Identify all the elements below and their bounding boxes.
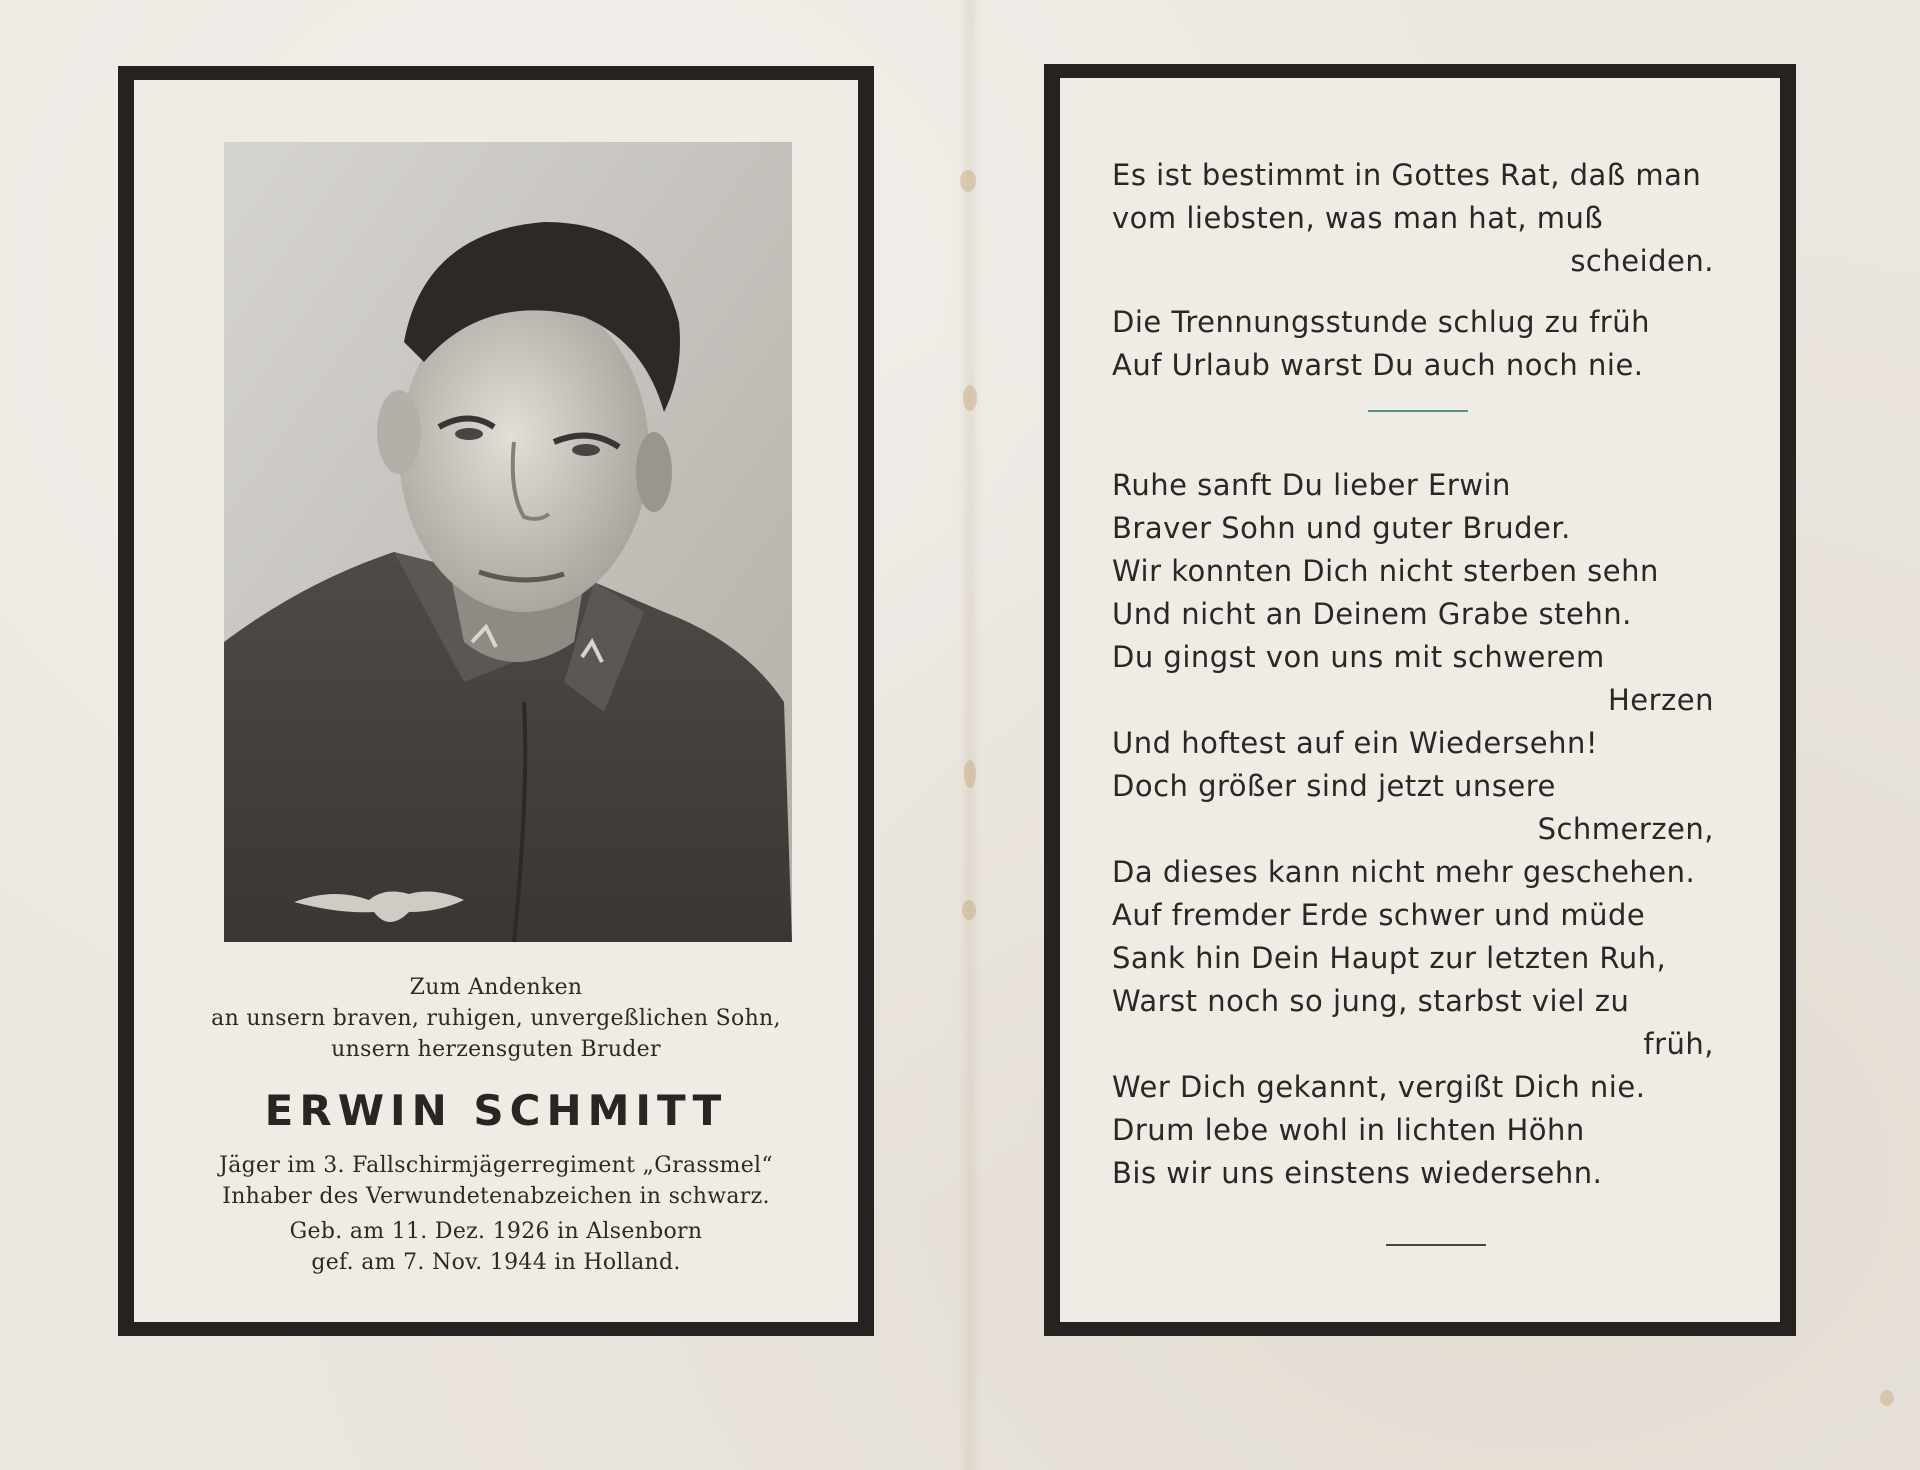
age-spot	[962, 900, 976, 920]
verse-1	[1112, 154, 1744, 387]
dedication-line-2: an unsern braven, ruhigen, unvergeßlichen Sohn,	[211, 1006, 781, 1031]
verse-line: Herzen	[1607, 683, 1714, 717]
verse-line: Schmerzen,	[1537, 812, 1714, 846]
verse-line: scheiden.	[1570, 244, 1714, 278]
closing-divider	[1386, 1244, 1486, 1246]
verse-line: Warst noch so jung, starbst viel zu	[1112, 984, 1630, 1018]
verse-line: Es ist bestimmt in Gottes Rat, daß man	[1112, 158, 1702, 192]
portrait-photo	[224, 142, 792, 942]
deceased-name: ERWIN SCHMITT	[264, 1086, 728, 1135]
rank-info	[134, 1150, 858, 1212]
verse-line: Und nicht an Deinem Grabe stehn.	[1112, 597, 1632, 631]
verse-2	[1112, 464, 1744, 1195]
life-dates	[134, 1216, 858, 1278]
memorial-left-panel	[118, 66, 874, 1336]
verse-line: früh,	[1643, 1027, 1714, 1061]
age-spot	[964, 760, 976, 788]
verse-line: Wir konnten Dich nicht sterben sehn	[1112, 554, 1659, 588]
verse-line: Auf fremder Erde schwer und müde	[1112, 898, 1646, 932]
dedication-line-3: unsern herzensguten Bruder	[331, 1037, 661, 1062]
age-spot	[963, 385, 977, 411]
memorial-right-panel	[1044, 64, 1796, 1336]
verse-line: Bis wir uns einstens wiedersehn.	[1112, 1156, 1603, 1190]
age-spot	[960, 170, 976, 192]
verse-line: Auf Urlaub warst Du auch noch nie.	[1112, 348, 1644, 382]
death-line: gef. am 7. Nov. 1944 in Holland.	[311, 1250, 681, 1275]
verse-line: Da dieses kann nicht mehr geschehen.	[1112, 855, 1696, 889]
verse-line: Und hoftest auf ein Wiedersehn!	[1112, 726, 1598, 760]
verse-line: Sank hin Dein Haupt zur letzten Ruh,	[1112, 941, 1667, 975]
verse-line: Ruhe sanft Du lieber Erwin	[1112, 468, 1511, 502]
rank-line-2: Inhaber des Verwundetenabzeichen in schwarz.	[222, 1184, 770, 1209]
portrait-image	[224, 142, 792, 942]
verse-line: Drum lebe wohl in lichten Höhn	[1112, 1113, 1585, 1147]
birth-line: Geb. am 11. Dez. 1926 in Alsenborn	[289, 1219, 703, 1244]
rank-line-1: Jäger im 3. Fallschirmjägerregiment „Grassmel“	[219, 1153, 773, 1178]
card-fold	[958, 0, 982, 1470]
dedication-line-1: Zum Andenken	[409, 975, 583, 1000]
verse-line: Die Trennungsstunde schlug zu früh	[1112, 305, 1650, 339]
verse-line: vom liebsten, was man hat, muß	[1112, 201, 1604, 235]
age-spot	[1880, 1390, 1894, 1406]
verse-line: Wer Dich gekannt, vergißt Dich nie.	[1112, 1070, 1646, 1104]
verse-line: Du gingst von uns mit schwerem	[1112, 640, 1605, 674]
dedication	[134, 972, 858, 1065]
verse-divider	[1368, 410, 1468, 412]
verse-line: Braver Sohn und guter Bruder.	[1112, 511, 1571, 545]
verse-line: Doch größer sind jetzt unsere	[1112, 769, 1556, 803]
